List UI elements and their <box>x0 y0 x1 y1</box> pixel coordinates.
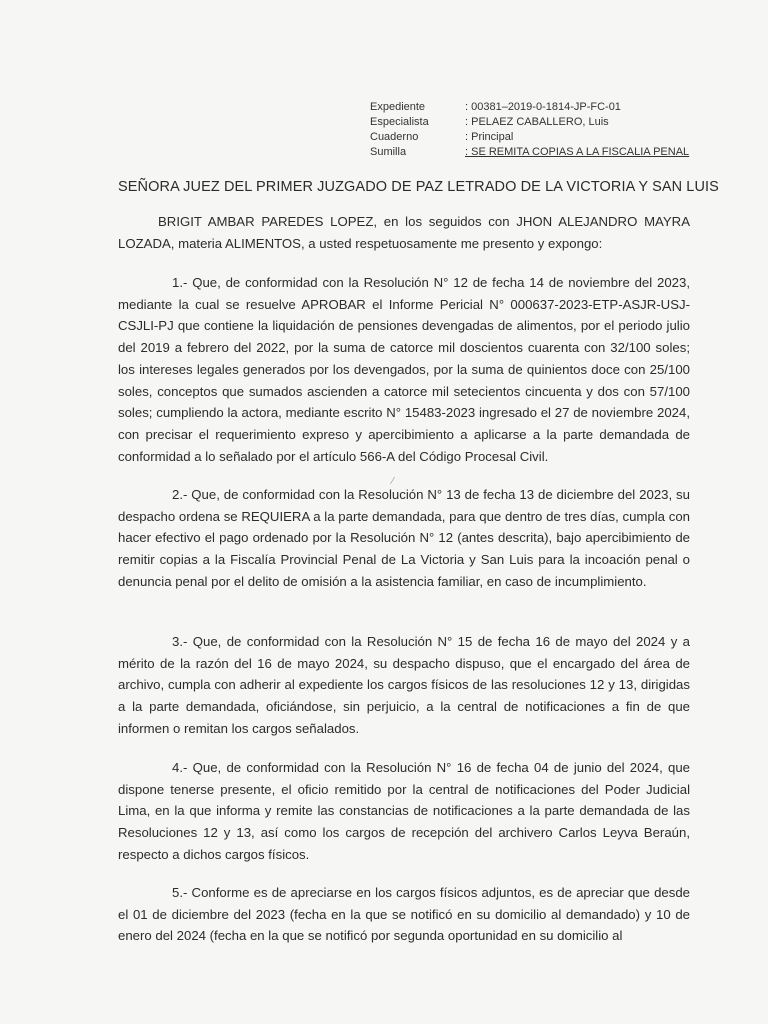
paragraph-3: 3.- Que, de conformidad con la Resolución N° 15 de fecha 16 de mayo del 2024 y a mérito de la razón del 16 de mayo 2024, su despacho dispuso, que el encargado del área de archivo, cumpla con adherir al expediente los cargos físicos de las resoluciones 12 y 13, dirigidas a la parte demandada, oficiándose, sin perjuicio, a la central de notificaciones a fin de que informen o remitan los cargos señalados. <box>118 634 690 736</box>
paragraph-1: 1.- Que, de conformidad con la Resolución N° 12 de fecha 14 de noviembre del 2023, mediante la cual se resuelve APROBAR el Informe Pericial N° 000637-2023-ETP-ASJR-USJ-CSJLI-PJ que contiene la liquidación de pensiones devengadas de alimentos, por el periodo julio del 2019 a febrero del 2022, por la suma de catorce mil doscientos cuarenta con 32/100 soles; los intereses legales generados por los devengados, por la suma de quinientos doce con 25/100 soles, conceptos que sumados ascienden a catorce mil setecientos cincuenta y dos con 57/100 soles; cumpliendo la actora, mediante escrito N° 15483-2023 ingresado el 27 de noviembre 2024, con precisar el requerimiento expreso y apercibimiento a aplicarse a la parte demandada de conformidad a lo señalado por el artículo 566-A del Código Procesal Civil. <box>118 275 690 464</box>
paragraph-4: 4.- Que, de conformidad con la Resolución N° 16 de fecha 04 de junio del 2024, que dispone tenerse presente, el oficio remitido por la central de notificaciones del Poder Judicial Lima, en la que informa y remite las constancias de notificaciones a la parte demandada de las Resoluciones 12 y 13, así como los cargos de recepción del archivero Carlos Leyva Beraún, respecto a dichos cargos físicos. <box>118 760 690 862</box>
paragraph-block-1 <box>118 272 690 467</box>
header-label: Cuaderno <box>370 131 419 143</box>
case-header <box>370 100 689 160</box>
header-value: : 00381–2019-0-1814-JP-FC-01 <box>465 101 621 113</box>
header-row-cuaderno <box>370 130 689 145</box>
document-addressee-heading: SEÑORA JUEZ DEL PRIMER JUZGADO DE PAZ LETRADO DE LA VICTORIA Y SAN LUIS <box>118 179 719 195</box>
header-row-especialista <box>370 115 689 130</box>
header-value-sumilla: : SE REMITA COPIAS A LA FISCALIA PENAL <box>465 146 690 158</box>
header-label: Sumilla <box>370 146 407 158</box>
paragraph-2: 2.- Que, de conformidad con la Resolución N° 13 de fecha 13 de diciembre del 2023, su despacho ordena se REQUIERA a la parte demandada, para que dentro de tres días, cumpla con hacer efectivo el pago ordenado por la Resolución N° 12 (antes descrita), bajo apercibimiento de remitir copias a la Fiscalía Provincial Penal de La Victoria y San Luis para la incoación penal o denuncia penal por el delito de omisión a la asistencia familiar, en caso de incumplimiento. <box>118 487 690 589</box>
header-value: : PELAEZ CABALLERO, Luis <box>465 116 609 128</box>
header-value: : Principal <box>465 131 514 143</box>
scan-speck: ⁄ <box>392 476 394 487</box>
paragraph-block-2 <box>118 484 690 593</box>
intro-paragraph: BRIGIT AMBAR PAREDES LOPEZ, en los seguidos con JHON ALEJANDRO MAYRA LOZADA, materia ALIMENTOS, a usted respetuosamente me presento y expongo: <box>118 214 690 251</box>
header-label: Especialista <box>370 116 429 128</box>
header-row-sumilla <box>370 145 689 160</box>
paragraph-block-3 <box>118 631 690 740</box>
paragraph-block-4 <box>118 757 690 866</box>
header-row-expediente <box>370 100 689 115</box>
paragraph-5: 5.- Conforme es de apreciarse en los cargos físicos adjuntos, es de apreciar que desde el 01 de diciembre del 2023 (fecha en la que se notificó en su domicilio al demandado) y 10 de enero del 2024 (fecha en la que se notificó por segunda oportunidad en su domicilio al <box>118 885 690 944</box>
header-label: Expediente <box>370 101 426 113</box>
paragraph-block-5 <box>118 882 690 947</box>
intro-block <box>118 211 690 254</box>
